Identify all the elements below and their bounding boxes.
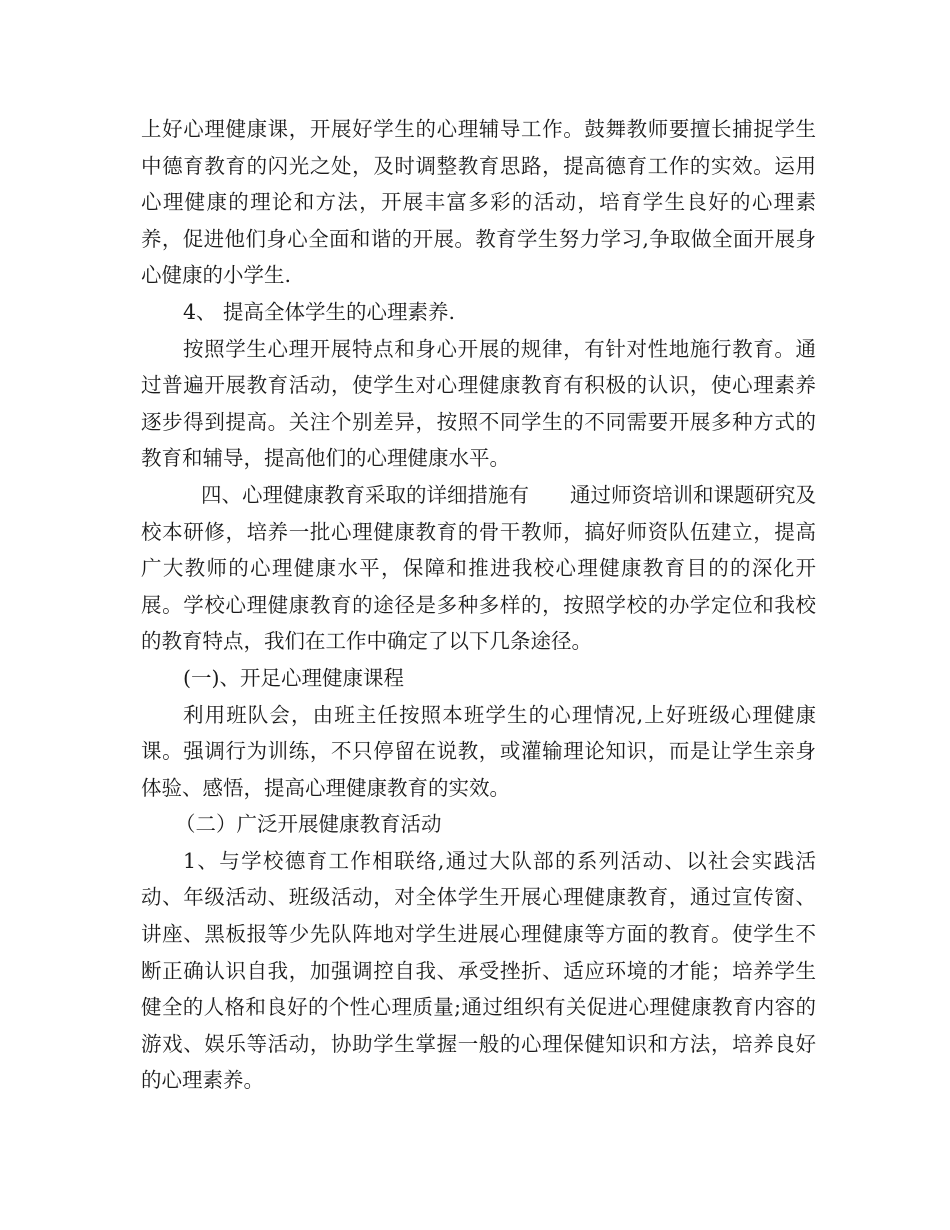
paragraph-activities-body: 1、与学校德育工作相联络,通过大队部的系列活动、以社会实践活动、年级活动、班级活动，对全体学生开展心理健康教育，通过宣传窗、讲座、黑板报等少先队阵地对学生进展心理健康等方面的教育。使学生不断正确认识自我，加强调控自我、承受挫折、适应环境的才能；培养学生健全的人格和良好的个性心理质量;通过组织有关促进心理健康教育内容的游戏、娱乐等活动，协助学生掌握一般的心理保健知识和方法，培养良好的心理素养。: [141, 848, 816, 1093]
section-heading-measures: 四、心理健康教育采取的详细措施有 通过师资培训和课题研究及校本研修，培养一批心理健康教育的骨干教师，搞好师资队伍建立，提高广大教师的心理健康水平，保障和推进我校心理健康教育目的的深化开展。学校心理健康教育的途径是多种多样的，按照学校的办学定位和我校的教育特点，我们在工作中确定了以下几条途径。: [141, 482, 816, 654]
numbered-item-4: 4、 提高全体学生的心理素养.: [183, 299, 456, 324]
subheading-courses: (一)、开足心理健康课程: [183, 665, 404, 690]
subheading-activities: （二）广泛开展健康教育活动: [175, 812, 442, 837]
paragraph-courses-body: 利用班队会，由班主任按照本班学生的心理情况,上好班级心理健康课。强调行为训练，不只停留在说教，或灌输理论知识，而是让学生亲身体验、感悟，提高心理健康教育的实效。: [141, 702, 816, 800]
paragraph-item-4-body: 按照学生心理开展特点和身心开展的规律，有针对性地施行教育。通过普遍开展教育活动，使学生对心理健康教育有积极的认识，使心理素养逐步得到提高。关注个别差异，按照不同学生的不同需要开展多种方式的教育和辅导，提高他们的心理健康水平。: [141, 336, 816, 471]
paragraph-continuation: 上好心理健康课，开展好学生的心理辅导工作。鼓舞教师要擅长捕捉学生中德育教育的闪光之处，及时调整教育思路，提高德育工作的实效。运用心理健康的理论和方法，开展丰富多彩的活动，培育学生良好的心理素养，促进他们身心全面和谐的开展。教育学生努力学习,争取做全面开展身心健康的小学生.: [141, 117, 816, 288]
document-body: [141, 111, 816, 1099]
